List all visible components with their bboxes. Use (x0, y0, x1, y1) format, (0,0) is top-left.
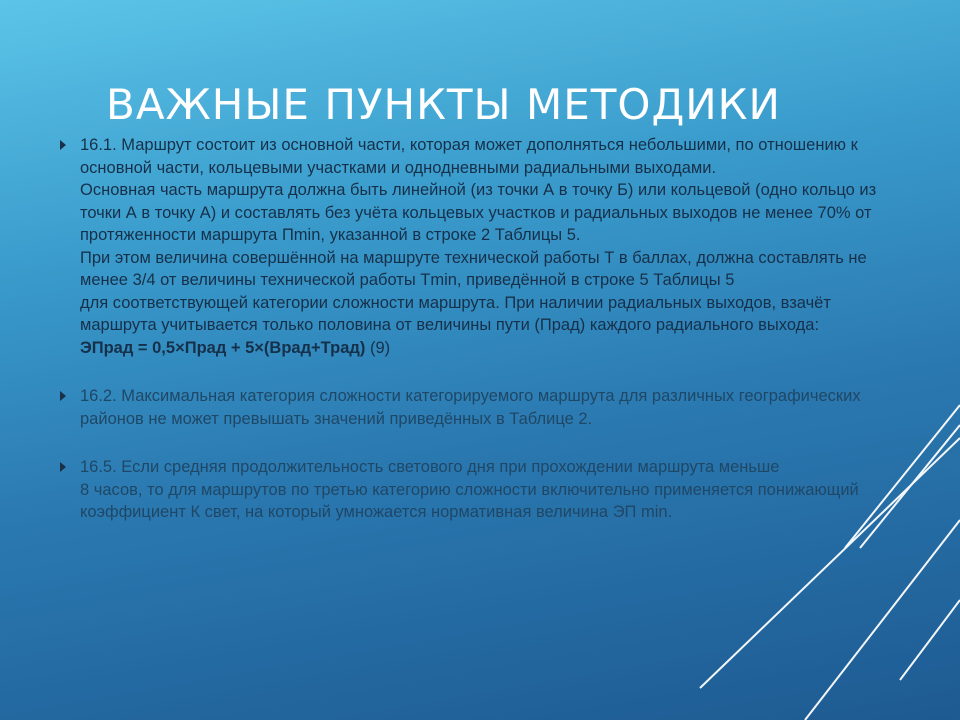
bullet-text: 16.5. Если средняя продолжительность светового дня при прохождении маршрута меньше 8 часов, то для маршрутов по третью категорию сложности включительно применяется понижающий коэффициент К свет, на который умножается нормативная величина ЭП min. (80, 458, 859, 521)
bullet-16-2 (60, 385, 910, 430)
bullet-16-5 (60, 456, 910, 524)
formula (80, 337, 910, 360)
bullet-arrow-icon (60, 391, 66, 401)
bullet-arrow-icon (60, 140, 66, 150)
bullet-text: 16.1. Маршрут состоит из основной части, которая может дополняться небольшими, по отношению к основной части, кольцевыми участками и однодневными радиальными выходами. Основная часть маршрута должна быть линейной (из точки А в точку Б) или кольцевой (одно кольцо из точки А в точку А) и составлять без учёта кольцевых участков и радиальных выходов не менее 70% от протяженности маршрута Пmin, указанной в строке 2 Таблицы 5. При этом величина совершённой на маршруте технической работы Т в баллах, должна составлять не менее 3/4 от величины технической работы Тmin, приведённой в строке 5 Таблицы 5 для соответствующей категории сложности маршрута. При наличии радиальных выходов, взачёт маршрута учитывается только половина от величины пути (Прад) каждого радиального выхода: (80, 136, 877, 334)
slide-content (60, 134, 910, 524)
bullet-arrow-icon (60, 462, 66, 472)
bullet-text: 16.2. Максимальная категория сложности категорируемого маршрута для различных географических районов не может превышать значений приведённых в Таблице 2. (80, 387, 861, 428)
slide-title: ВАЖНЫЕ ПУНКТЫ МЕТОДИКИ (106, 80, 781, 129)
bullet-16-1 (60, 134, 910, 359)
formula-expression: ЭПрад = 0,5×Прад + 5×(Врад+Трад) (80, 338, 366, 357)
formula-number: (9) (369, 338, 391, 357)
